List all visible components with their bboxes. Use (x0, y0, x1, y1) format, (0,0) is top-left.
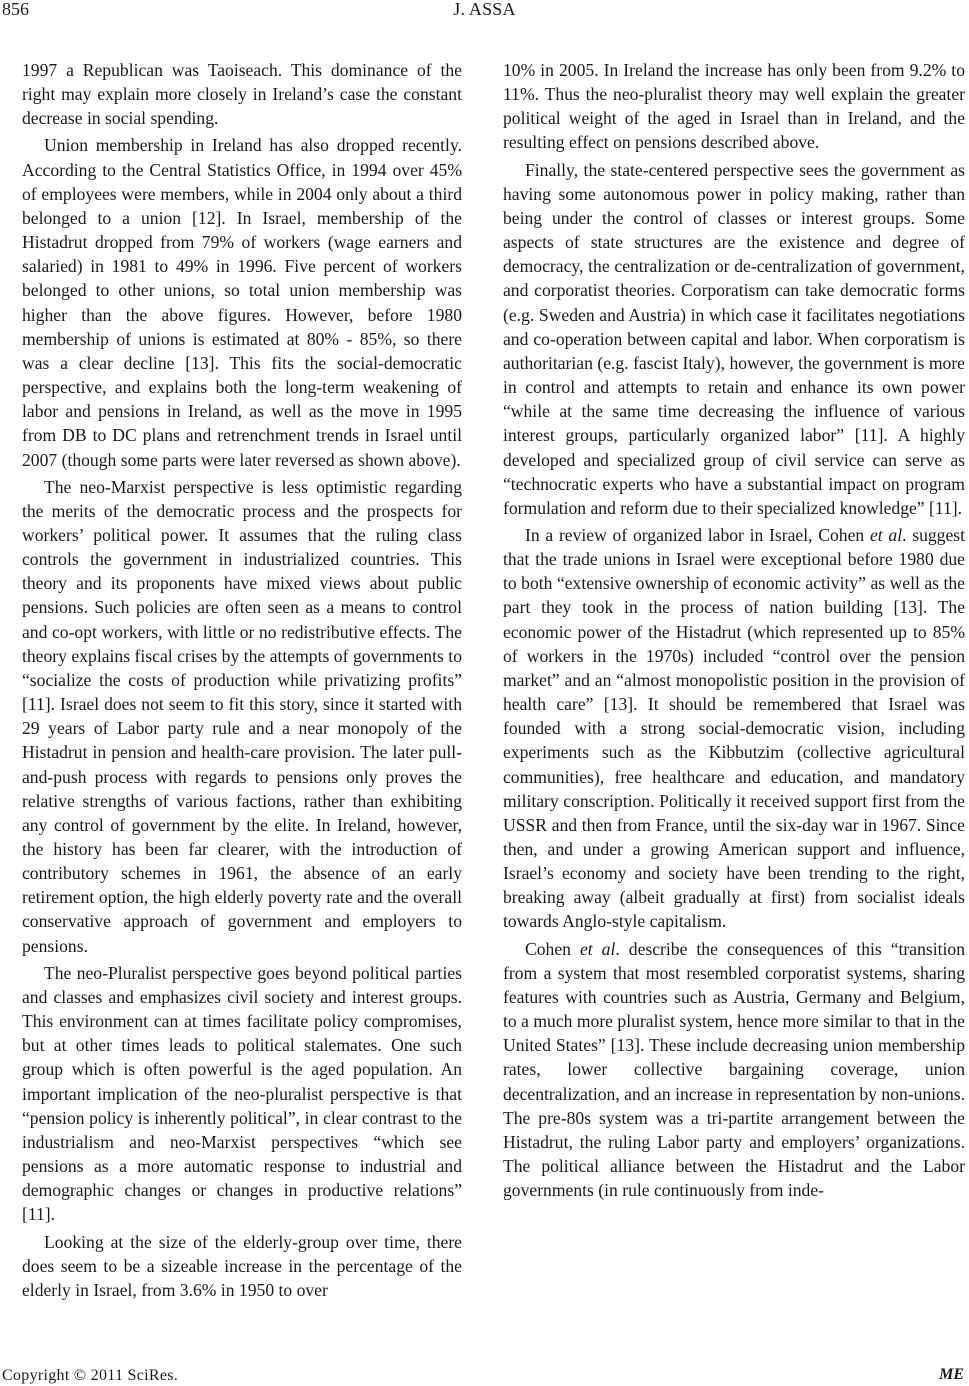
paragraph: Union membership in Ireland has also dropped recently. According to the Central Statistics Office, in 1994 over 45% of employees were members, while in 2004 only about a third belonged to a union [12]. In Israel, membership of the Histadrut dropped from 79% of workers (wage earners and salaried) in 1981 to 49% in 1996. Five percent of workers belonged to other unions, so total union membership was higher than the above figures. However, before 1980 membership of unions is estimated at 80% - 85%, so there was a clear decline [13]. This fits the social-democratic perspective, and explains both the long-term weakening of labor and pensions in Ireland, as well as the move in 1995 from DB to DC plans and retrenchment trends in Israel until 2007 (though some parts were later reversed as shown above). (22, 135, 462, 470)
citation-et-al: et al (869, 524, 903, 545)
page-number: 856 (2, 0, 29, 19)
paragraph: 10% in 2005. In Ireland the increase has only been from 9.2% to 11%. Thus the neo-pluralist theory may well explain the greater political weight of the aged in Israel than in Ireland, and the resulting effect on pensions described above. (503, 60, 965, 153)
journal-abbreviation: ME (939, 1366, 964, 1383)
copyright-notice: Copyright © 2011 SciRes. (2, 1367, 179, 1384)
right-column (503, 58, 965, 1202)
paragraph-text: In a review of organized labor in Israel, Cohen (525, 524, 870, 545)
citation-et-al: et al (579, 938, 616, 959)
paragraph (503, 523, 965, 934)
paragraph: Looking at the size of the elderly-group over time, there does seem to be a sizeable increase in the percentage of the elderly in Israel, from 3.6% in 1950 to over (22, 1231, 462, 1300)
paragraph: Finally, the state-centered perspective sees the government as having some autonomous power in policy making, rather than being under the control of classes or interest groups. Some aspects of state structures are the existence and degree of democracy, the centralization or de-centralization of government, and corporatist theories. Corporatism can take democratic forms (e.g. Sweden and Austria) in which case it facilitates negotiations and co-operation between capital and labor. When corporatism is authoritarian (e.g. fascist Italy), however, the government is more in control and attempts to retain and enhance its own power “while at the same time decreasing the influence of various interest groups, particularly organized labor” [11]. A highly developed and specialized group of civil service can serve as “technocratic experts who have a substantial impact on program formulation and reform due to their specialized knowledge” [11]. (503, 159, 965, 518)
left-column (22, 58, 462, 1302)
paragraph: The neo-Marxist perspective is less optimistic regarding the merits of the democratic process and the prospects for workers’ political power. It assumes that the ruling class controls the government in industrialized countries. This theory and its proponents have mixed views about public pensions. Such policies are often seen as a means to control and co-opt workers, with little or no redistributive effects. The theory explains fiscal crises by the attempts of governments to “socialize the costs of production while privatizing profits” [11]. Israel does not seem to fit this story, since it started with 29 years of Labor party rule and a near monopoly of the Histadrut in pension and health-care provision. The later pull-and-push process with regards to pensions only proves the relative strengths of various factions, rather than exhibiting any control of government by the elite. In Ireland, however, the history has been far clearer, with the introduction of contributory schemes in 1961, the absence of an early retirement option, the high elderly poverty rate and the overall conservative approach of government and employers to pensions. (22, 476, 462, 956)
paragraph-text: Cohen (525, 938, 580, 959)
paragraph (503, 937, 965, 1203)
paragraph: 1997 a Republican was Taoiseach. This dominance of the right may explain more closely in Ireland’s case the constant decrease in social spending. (22, 60, 462, 129)
paragraph-text: . suggest that the trade unions in Israel were exceptional before 1980 due to both “extensive ownership of economic activity” as well as the part they took in the process of nation building [13]. The economic power of the Histadrut (which represented up to 85% of workers in the 1970s) included “control over the pension market” and an “almost monopolistic position in the provision of health care” [13]. It should be remembered that Israel was founded with a strong social-democratic vision, including experiments such as the Kibbutzim (collective agricultural communities), free healthcare and education, and mandatory military conscription. Politically it received support first from the USSR and then from France, until the six-day war in 1967. Since then, and under a growing American support and influence, Israel’s economy and society have been trending to the right, breaking away (albeit gradually at first) from socialist ideals towards Anglo-style capitalism. (503, 524, 965, 932)
paragraph: The neo-Pluralist perspective goes beyond political parties and classes and emphasizes civil society and interest groups. This environment can at times facilitate policy compromises, but at other times leads to political stalemates. One such group which is often powerful is the aged population. An important implication of the neo-pluralist perspective is that “pension policy is inherently political”, in clear contrast to the industrialism and neo-Marxist perspectives “which see pensions as a more automatic response to industrial and demographic changes or changes in productive relations” [11]. (22, 962, 462, 1225)
running-header-author: J. ASSA (453, 0, 516, 19)
paragraph-text: . describe the consequences of this “transition from a system that most resembled corporatist systems, sharing features with countries such as Austria, Germany and Belgium, to a much more pluralist system, hence more similar to that in the United States” [13]. These include decreasing union membership rates, lower collective bargaining coverage, union decentralization, and an increase in representation by non-unions. The pre-80s system was a tri-partite arrangement between the Histadrut, the ruling Labor party and employers’ organizations. The political alliance between the Histadrut and the Labor governments (in rule continuously from inde- (503, 938, 966, 1201)
